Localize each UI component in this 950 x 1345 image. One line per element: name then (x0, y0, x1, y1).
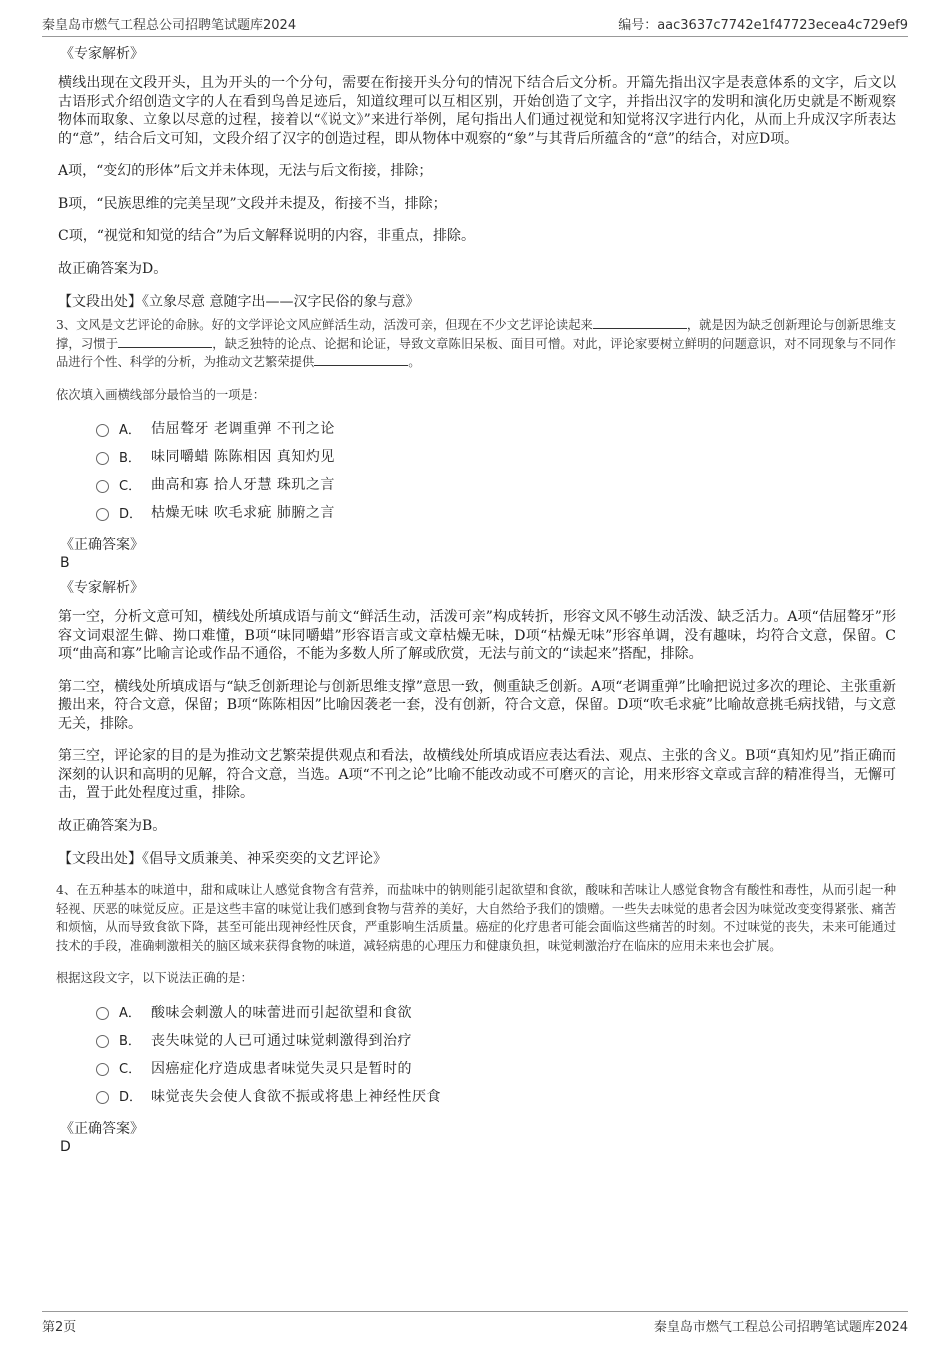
q3-option-c[interactable]: C． 曲高和寡 拾人牙慧 珠玑之言 (96, 470, 896, 498)
q2-analysis-para-5: 故正确答案为D。 (58, 260, 168, 277)
blank-3 (314, 353, 408, 366)
radio-icon[interactable] (96, 1035, 109, 1048)
radio-icon[interactable] (96, 452, 109, 465)
q4-answer: D (60, 1138, 71, 1155)
page-footer (42, 1311, 908, 1338)
radio-icon[interactable] (96, 1063, 109, 1076)
q3-option-a[interactable]: A． 佶屈聱牙 老调重弹 不刊之论 (96, 414, 896, 442)
q3-analysis-para-1: 第一空，分析文意可知，横线处所填成语与前文“鲜活生动，活泼可亲”构成转折，形容文风不够生动活泼、缺乏活力。A项“佶屈聱牙”形容文词艰涩生僻、拗口难懂，B项“味同嚼蜡”形容语言或文章枯燥无味，D项“枯燥无味”形容单调，没有趣味，均符合文意，保留。C项“曲高和寡”比喻言论或作品不通俗，不能为多数人所了解或欣赏，无法与前文的“读起来”搭配，排除。 (58, 609, 896, 662)
q4-prompt: 根据这段文字，以下说法正确的是： (56, 971, 253, 985)
q2-source: 【文段出处】《立象尽意 意随字出——汉字民俗的象与意》 (58, 294, 420, 310)
radio-icon[interactable] (96, 1091, 109, 1104)
q2-analysis-para-4: C项，“视觉和知觉的结合”为后文解释说明的内容，非重点，排除。 (58, 228, 476, 244)
q3-analysis-para-4: 故正确答案为B。 (58, 817, 167, 834)
q3-analysis-label: 《专家解析》 (60, 580, 144, 596)
q4-options (96, 998, 896, 1110)
q4-option-b[interactable]: B． 丧失味觉的人已可通过味觉刺激得到治疗 (96, 1026, 896, 1054)
q3-analysis-para-2: 第二空，横线处所填成语与“缺乏创新理论与创新思维支撑”意思一致，侧重缺乏创新。A项“老调重弹”比喻把说过多次的理论、主张重新搬出来，符合文意，保留；B项“陈陈相因”比喻因袭老一套，没有创新，符合文意，保留。D项“吹毛求疵”比喻故意挑毛病找错，与文意无关，排除。 (58, 678, 896, 732)
q4-option-d[interactable]: D． 味觉丧失会使人食欲不振或将患上神经性厌食 (96, 1082, 896, 1110)
page-content (56, 44, 896, 1162)
q3-stem: 3、文风是文艺评论的命脉。好的文学评论文风应鲜活生动，活泼可亲，但现在不少文艺评论读起来 ，就是因为缺乏创新理论与创新思维支撑，习惯于 ，缺乏独特的论点、论据和论证，导致文章陈旧呆板、面目可憎。对此，评论家要树立鲜明的问题意识，对不同现象与不同作品进行个性、科学的分析，为推动文艺繁荣提供 。 (56, 318, 896, 369)
q3-prompt: 依次填入画横线部分最恰当的一项是： (56, 387, 266, 402)
q2-analysis-para-1: 横线出现在文段开头，且为开头的一个分句，需要在衔接开头分句的情况下结合后文分析。开篇先指出汉字是表意体系的文字，后文以古语形式介绍创造文字的人在看到鸟兽足迹后，知道纹理可以互相区别，开始创造了文字，并指出汉字的发明和演化历史就是不断观察物体而取象、立象以尽意的过程，接着以“《说文》”来进行举例，尾句指出人们通过视觉和知觉将汉字进行内化，从而上升成汉字所表达的“意”，结合后文可知，文段介绍了汉字的创造过程，即从物体中观察的“象”与其背后所蕴含的“意”的结合，对应D项。 (58, 75, 896, 147)
page-header (42, 14, 908, 37)
q2-analysis-label: 《专家解析》 (60, 46, 144, 62)
q3-source: 【文段出处】《倡导文质兼美、神采奕奕的文艺评论》 (58, 851, 387, 867)
q2-analysis-para-3: B项，“民族思维的完美呈现”文段并未提及，衔接不当，排除； (58, 195, 447, 212)
q3-options (96, 414, 896, 526)
q3-analysis-para-3: 第三空，评论家的目的是为推动文艺繁荣提供观点和看法，故横线处所填成语应表达看法、观点、主张的含义。B项“真知灼见”指正确而深刻的认识和高明的见解，符合文意，当选。A项“不刊之论”比喻不能改动或不可磨灭的言论，用来形容文章或言辞的精准得当，无懈可击，置于此处程度过重，排除。 (58, 748, 896, 801)
footer-page-number: 第2页 (42, 1320, 77, 1335)
radio-icon[interactable] (96, 480, 109, 493)
q4-option-a[interactable]: A． 酸味会刺激人的味蕾进而引起欲望和食欲 (96, 998, 896, 1026)
q3-answer: B (60, 555, 70, 571)
q2-analysis-para-2: A项，“变幻的形体”后文并未体现，无法与后文衔接，排除； (58, 163, 433, 179)
header-title: 秦皇岛市燃气工程总公司招聘笔试题库2024 (42, 18, 297, 33)
header-code: 编号：aac3637c7742e1f47723ecea4c729ef9 (618, 18, 908, 33)
q4-stem: 4、在五种基本的味道中，甜和咸味让人感觉食物含有营养，而盐味中的钠则能引起欲望和食欲，酸味和苦味让人感觉食物含有酸性和毒性，从而引起一种轻视、厌恶的味觉反应。正是这些丰富的味觉让我们感到食物与营养的美好，大自然给予我们的馈赠。一些失去味觉的患者会因为味觉改变变得紧张、痛苦和烦恼，从而导致食欲下降，甚至可能出现神经性厌食，严重影响生活质量。癌症的化疗患者可能会面临这些痛苦的时刻。不过味觉的丧失，未来可能通过技术的手段，准确刺激相关的脑区域来获得食物的味道，减轻病患的心理压力和健康负担，味觉刺激治疗在临床的应用未来也会扩展。 (56, 883, 896, 953)
radio-icon[interactable] (96, 1007, 109, 1020)
q4-option-c[interactable]: C． 因癌症化疗造成患者味觉失灵只是暂时的 (96, 1054, 896, 1082)
q3-option-d[interactable]: D． 枯燥无味 吹毛求疵 肺腑之言 (96, 498, 896, 526)
footer-title: 秦皇岛市燃气工程总公司招聘笔试题库2024 (653, 1320, 908, 1335)
q4-answer-label: 《正确答案》 (60, 1120, 144, 1137)
radio-icon[interactable] (96, 424, 109, 437)
blank-2 (118, 335, 212, 348)
q3-option-b[interactable]: B． 味同嚼蜡 陈陈相因 真知灼见 (96, 442, 896, 470)
blank-1 (593, 316, 687, 329)
q3-answer-label: 《正确答案》 (60, 537, 144, 553)
radio-icon[interactable] (96, 508, 109, 521)
